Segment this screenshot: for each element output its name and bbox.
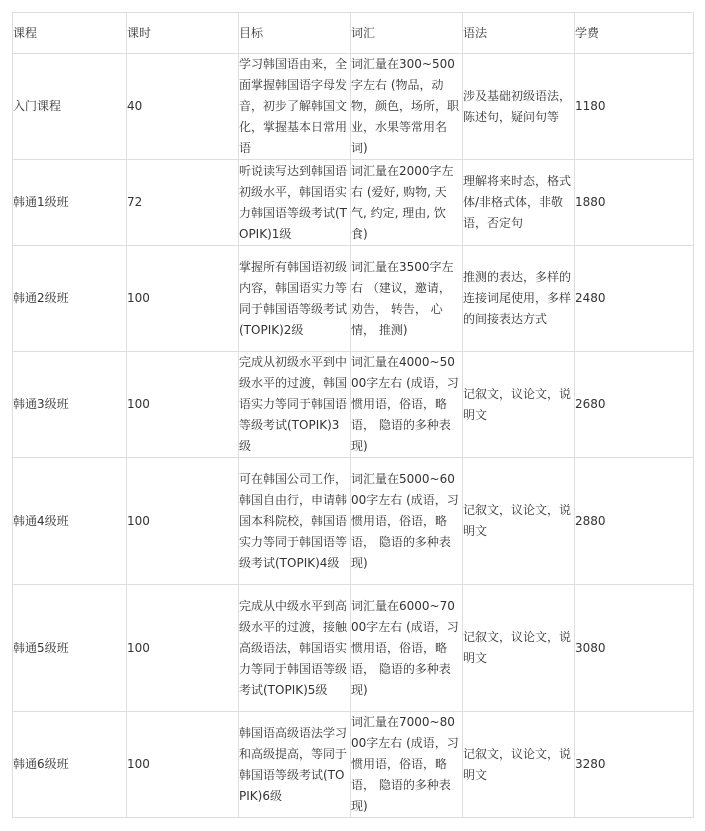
table-row — [13, 458, 694, 585]
table-header-row — [13, 13, 694, 54]
cell-vocab: 词汇量在300~500字左右 (物品，动物，颜色，场所，职业，水果等常用名词) — [351, 54, 463, 160]
header-vocab: 词汇 — [351, 13, 463, 54]
table-row — [13, 54, 694, 160]
cell-grammar: 记叙文，议论文，说明文 — [463, 458, 575, 585]
header-hours: 课时 — [127, 13, 239, 54]
cell-course: 韩通5级班 — [13, 585, 127, 712]
cell-vocab: 词汇量在5000~6000字左右 (成语，习惯用语，俗语，略语， 隐语的多种表现) — [351, 458, 463, 585]
cell-vocab: 词汇量在6000~7000字左右 (成语，习惯用语，俗语，略语， 隐语的多种表现) — [351, 585, 463, 712]
cell-hours: 40 — [127, 54, 239, 160]
cell-vocab: 词汇量在3500字左右 （建议，邀请，劝告， 转告， 心情， 推测) — [351, 246, 463, 352]
table-row — [13, 585, 694, 712]
cell-fee: 3280 — [575, 712, 694, 818]
cell-course: 韩通2级班 — [13, 246, 127, 352]
cell-fee: 1880 — [575, 160, 694, 246]
cell-goal: 完成从初级水平到中级水平的过渡，韩国语实力等同于韩国语等级考试(TOPIK)3级 — [239, 352, 351, 458]
cell-hours: 100 — [127, 246, 239, 352]
cell-goal: 可在韩国公司工作，韩国自由行，申请韩国本科院校，韩国语实力等同于韩国语等级考试(TOPIK)4级 — [239, 458, 351, 585]
header-fee: 学费 — [575, 13, 694, 54]
table-row — [13, 160, 694, 246]
cell-hours: 72 — [127, 160, 239, 246]
cell-hours: 100 — [127, 352, 239, 458]
cell-hours: 100 — [127, 712, 239, 818]
cell-fee: 2680 — [575, 352, 694, 458]
table-row — [13, 246, 694, 352]
cell-grammar: 记叙文，议论文，说明文 — [463, 352, 575, 458]
header-grammar: 语法 — [463, 13, 575, 54]
cell-course: 韩通3级班 — [13, 352, 127, 458]
cell-hours: 100 — [127, 585, 239, 712]
header-goal: 目标 — [239, 13, 351, 54]
cell-course: 韩通6级班 — [13, 712, 127, 818]
cell-grammar: 涉及基础初级语法，陈述句，疑问句等 — [463, 54, 575, 160]
cell-course: 韩通1级班 — [13, 160, 127, 246]
cell-fee: 2480 — [575, 246, 694, 352]
cell-course: 入门课程 — [13, 54, 127, 160]
cell-vocab: 词汇量在2000字左右 (爱好, 购物, 天气, 约定, 理由, 饮食) — [351, 160, 463, 246]
cell-fee: 2880 — [575, 458, 694, 585]
cell-hours: 100 — [127, 458, 239, 585]
cell-fee: 1180 — [575, 54, 694, 160]
course-table — [12, 12, 694, 818]
table-row — [13, 712, 694, 818]
cell-grammar: 记叙文，议论文，说明文 — [463, 712, 575, 818]
cell-goal: 完成从中级水平到高级水平的过渡，接触高级语法，韩国语实力等同于韩国语等级考试(TOPIK)5级 — [239, 585, 351, 712]
table-row — [13, 352, 694, 458]
cell-course: 韩通4级班 — [13, 458, 127, 585]
cell-goal: 听说读写达到韩国语初级水平，韩国语实力韩国语等级考试(TOPIK)1级 — [239, 160, 351, 246]
cell-vocab: 词汇量在4000~5000字左右 (成语，习惯用语，俗语，略语， 隐语的多种表现) — [351, 352, 463, 458]
cell-fee: 3080 — [575, 585, 694, 712]
cell-grammar: 推测的表达，多样的连接词尾使用，多样的间接表达方式 — [463, 246, 575, 352]
cell-goal: 韩国语高级语法学习和高级提高，等同于韩国语等级考试(TOPIK)6级 — [239, 712, 351, 818]
cell-grammar: 理解将来时态，格式体/非格式体，非敬语，否定句 — [463, 160, 575, 246]
cell-goal: 学习韩国语由来，全面掌握韩国语字母发音，初步了解韩国文化，掌握基本日常用语 — [239, 54, 351, 160]
cell-vocab: 词汇量在7000~8000字左右 (成语，习惯用语，俗语，略语， 隐语的多种表现) — [351, 712, 463, 818]
header-course: 课程 — [13, 13, 127, 54]
cell-goal: 掌握所有韩国语初级内容，韩国语实力等同于韩国语等级考试(TOPIK)2级 — [239, 246, 351, 352]
cell-grammar: 记叙文，议论文，说明文 — [463, 585, 575, 712]
